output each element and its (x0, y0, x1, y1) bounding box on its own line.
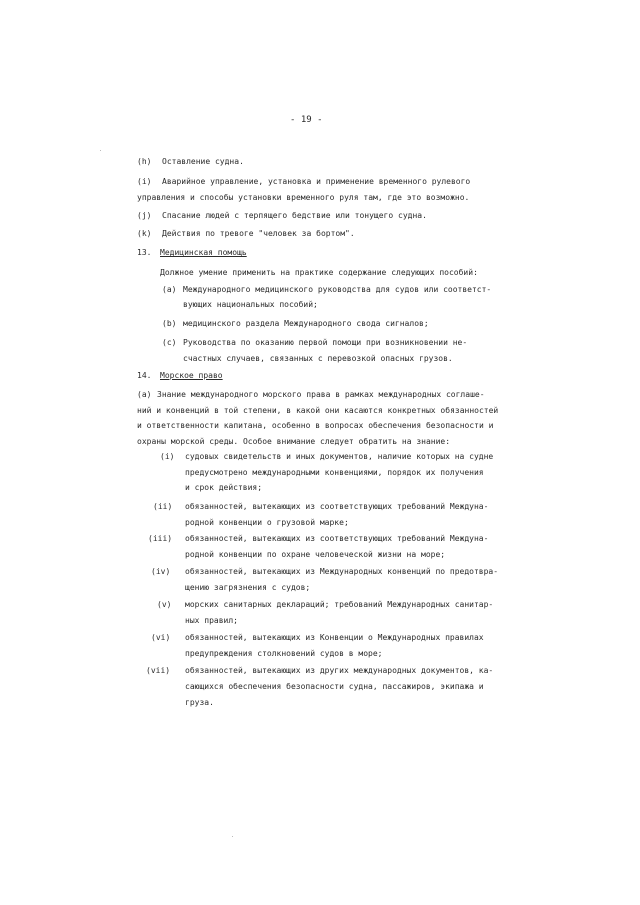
s14-item-text-v-line1: морских санитарных деклараций; требований Международных санитар- (185, 600, 494, 609)
s14-item-text-ii-line1: обязанностей, вытекающих из соответствующих требований Междуна- (185, 502, 489, 511)
s14-para-line4: охраны морской среды. Особое внимание следует обратить на знание: (137, 437, 451, 446)
section-13-intro: Должное умение применить на практике содержание следующих пособий: (160, 268, 478, 277)
s14-item-label-vi: (vi) (151, 633, 171, 642)
item-label-h: (h) (137, 157, 152, 166)
s14-item-text-iv-line1: обязанностей, вытекающих из Международных конвенций по предотвра- (185, 567, 499, 576)
page-number: - 19 - (290, 115, 323, 125)
s14-item-text-vii-line2: сающихся обеспечения безопасности судна, пассажиров, экипажа и (185, 682, 484, 691)
item-label-i: (i) (137, 177, 152, 186)
s14-para-label: (a) (137, 390, 152, 399)
s13-item-label-c: (c) (162, 338, 177, 347)
s13-item-text-b-line1: медицинского раздела Международного свода сигналов; (183, 319, 429, 328)
item-text-h-line1: Оставление судна. (162, 157, 244, 166)
s14-para-line2: ний и конвенций в той степени, в какой они касаются конкретных обязанностей (137, 406, 499, 415)
s14-item-label-iv: (iv) (151, 567, 171, 576)
s13-item-text-c-line2: счастных случаев, связанных с перевозкой опасных грузов. (183, 354, 453, 363)
section-13-number: 13. (137, 248, 152, 257)
s14-item-text-vi-line2: предупреждения столкновений судов в море; (185, 649, 383, 658)
s14-item-text-vii-line1: обязанностей, вытекающих из других международных документов, ка- (185, 666, 494, 675)
s14-item-text-v-line2: ных правил; (185, 616, 238, 625)
s14-item-text-vi-line1: обязанностей, вытекающих из Конвенции о Международных правилах (185, 633, 484, 642)
item-text-i-line1: Аварийное управление, установка и применение временного рулевого (162, 177, 471, 186)
s14-item-text-ii-line2: родной конвенции о грузовой марке; (185, 518, 349, 527)
s13-item-label-b: (b) (162, 319, 177, 328)
item-label-j: (j) (137, 211, 152, 220)
s14-item-label-vii: (vii) (146, 666, 171, 675)
item-text-k-line1: Действия по тревоге "человек за бортом". (162, 229, 355, 238)
s14-item-text-i-line2: предусмотрено международными конвенциями, порядок их получения (185, 468, 484, 477)
s14-item-text-iv-line2: щению загрязнения с судов; (185, 583, 311, 592)
s14-item-text-i-line3: и срок действия; (185, 483, 263, 492)
s13-item-text-c-line1: Руководства по оказанию первой помощи при возникновении не- (183, 338, 468, 347)
s14-item-label-v: (v) (157, 600, 172, 609)
item-text-i-line2: управления и способы установки временного руля там, где это возможно. (137, 193, 470, 202)
s14-item-label-i: (i) (160, 452, 175, 461)
s13-item-label-a: (a) (162, 285, 177, 294)
section-14-number: 14. (137, 371, 152, 380)
item-text-j-line1: Спасание людей с терпящего бедствие или тонущего судна. (162, 211, 427, 220)
section-14-heading: Морское право (160, 371, 223, 380)
s14-item-label-iii: (iii) (148, 534, 173, 543)
s14-item-text-vii-line3: груза. (185, 698, 214, 707)
scan-speck (100, 150, 101, 151)
item-label-k: (k) (137, 229, 152, 238)
s14-item-label-ii: (ii) (153, 502, 173, 511)
s14-para-line1: Знание международного морского права в рамках международных соглаше- (157, 390, 485, 399)
scan-speck (232, 836, 233, 837)
s13-item-text-a-line2: вующих национальных пособий; (183, 300, 318, 309)
section-13-heading: Медицинская помощь (160, 248, 247, 257)
s14-item-text-i-line1: судовых свидетельств и иных документов, наличие которых на судне (185, 452, 494, 461)
s14-para-line3: и ответственности капитана, особенно в вопросах обеспечения безопасности и (137, 421, 494, 430)
s14-item-text-iii-line2: родной конвенции по охране человеческой жизни на море; (185, 550, 446, 559)
s14-item-text-iii-line1: обязанностей, вытекающих из соответствующих требований Междуна- (185, 534, 489, 543)
s13-item-text-a-line1: Международного медицинского руководства для судов или соответст- (183, 285, 492, 294)
